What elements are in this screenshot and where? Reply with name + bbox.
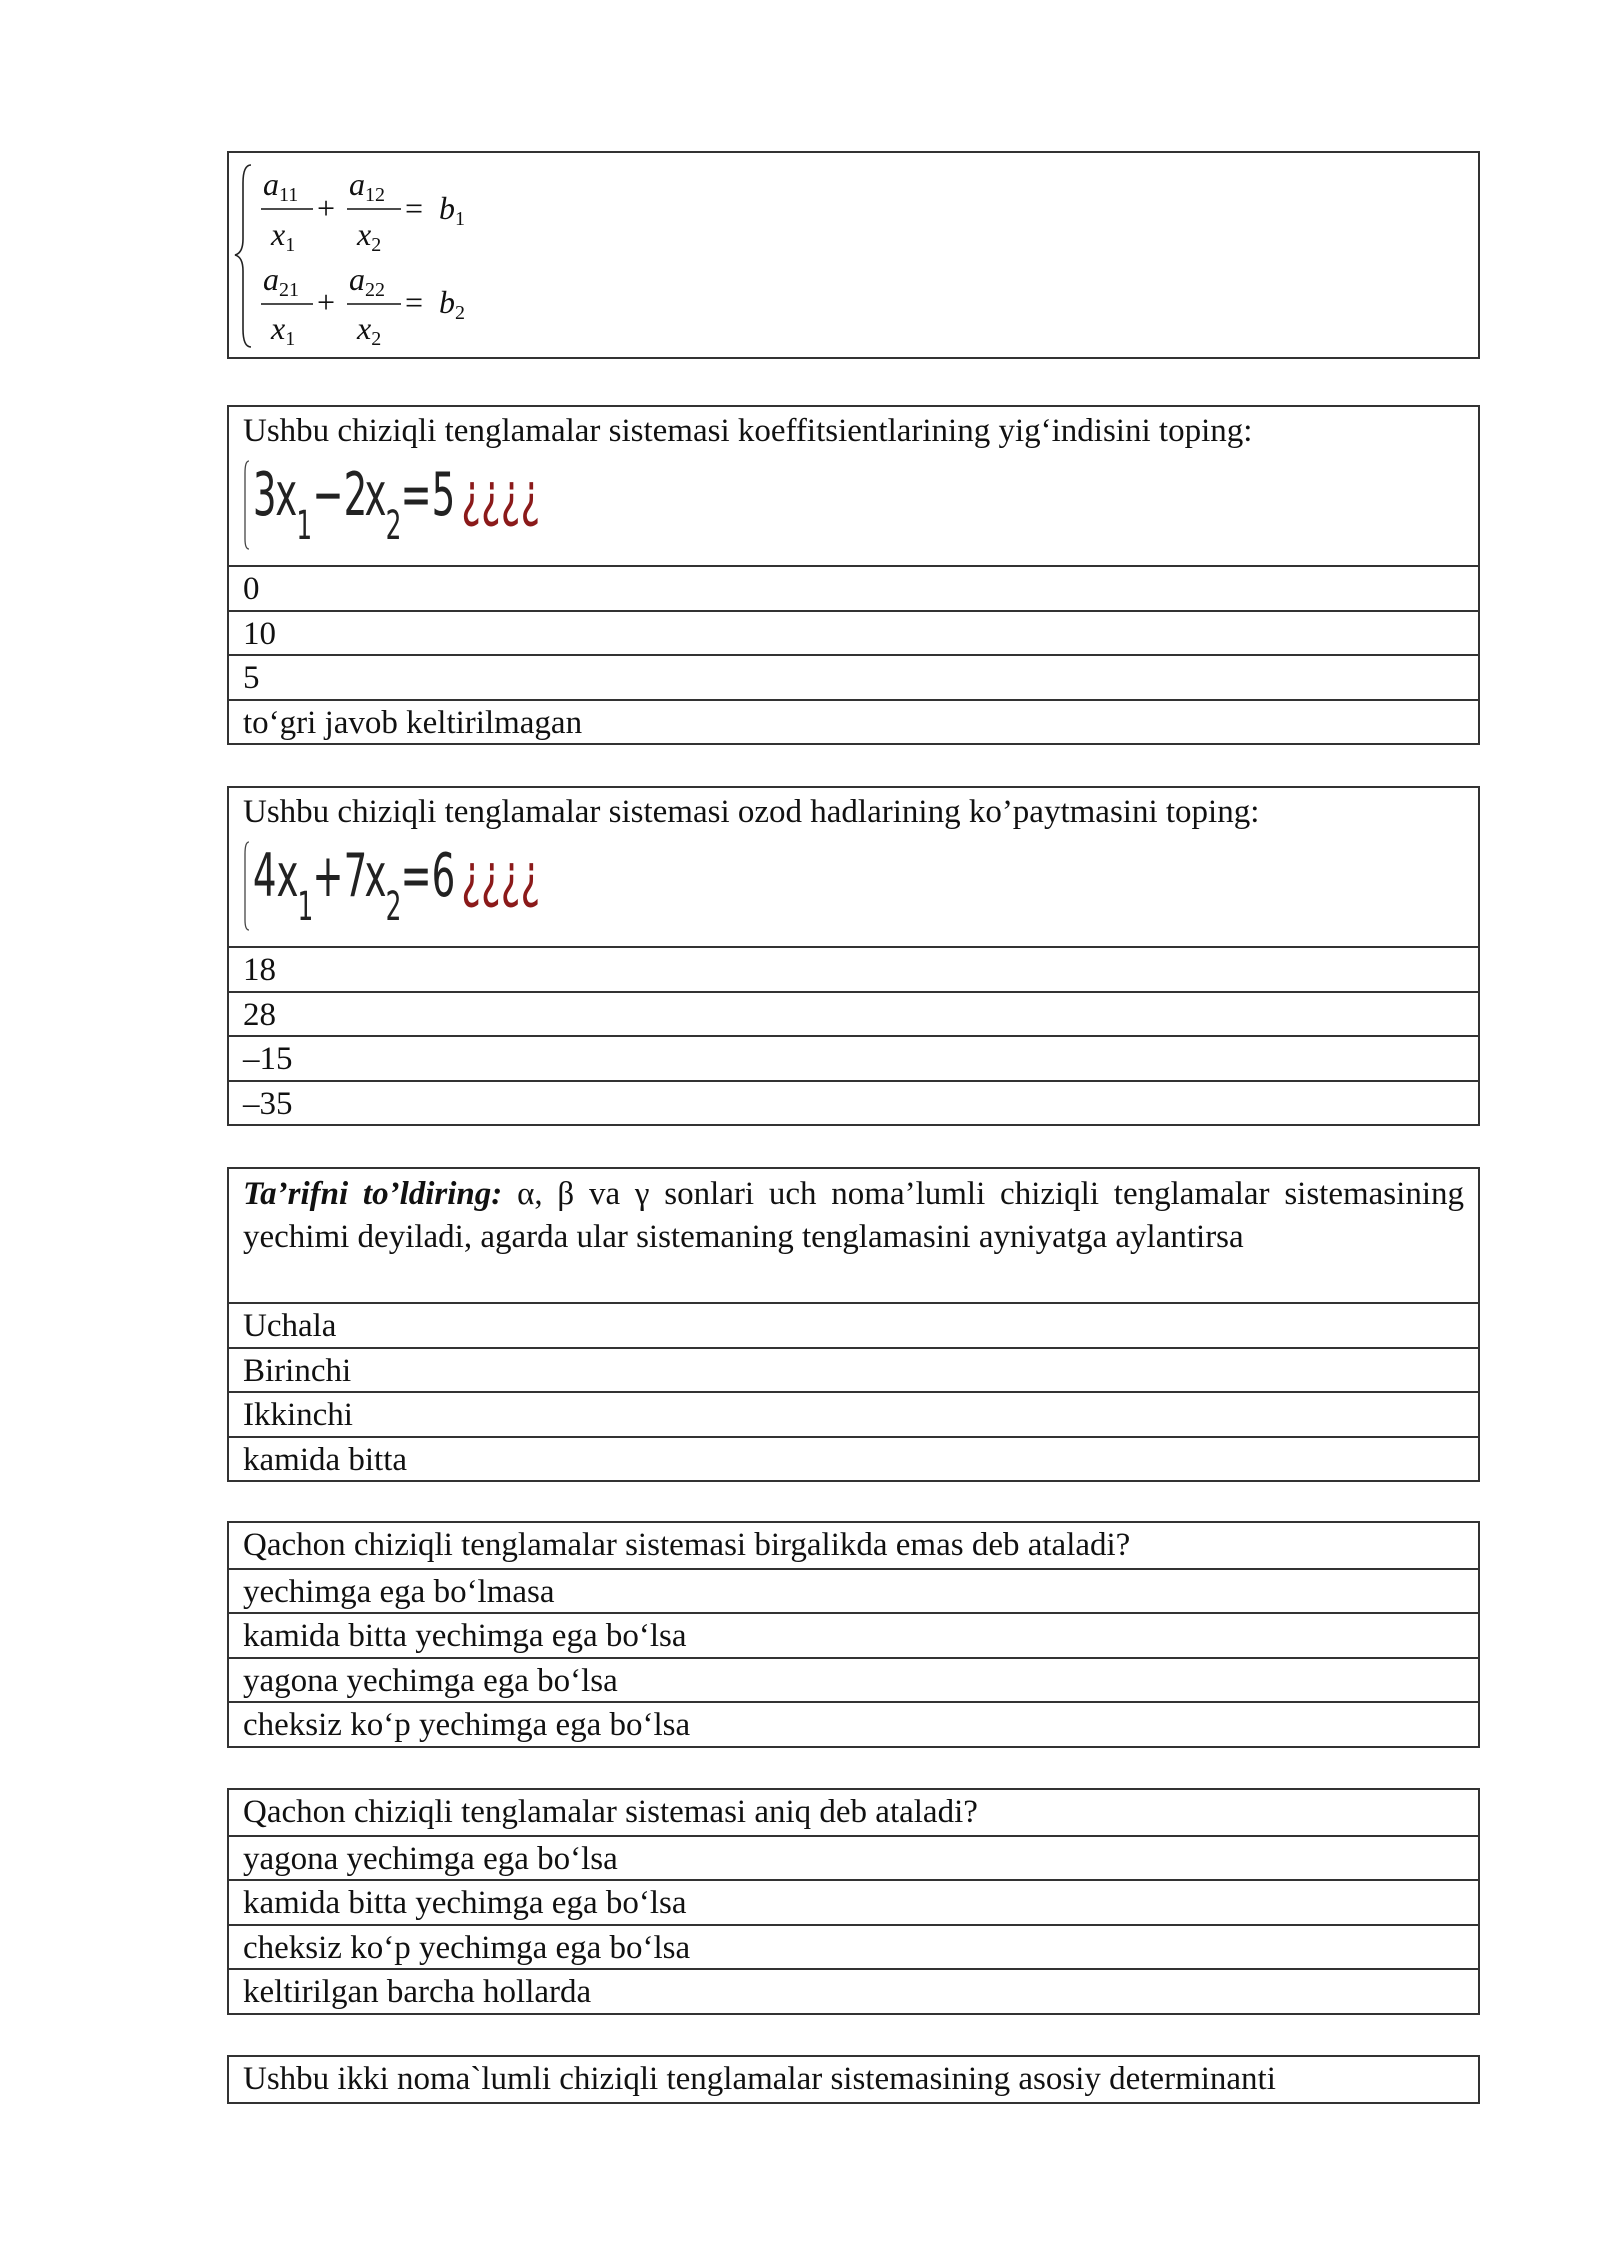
q1-option-3: 5 bbox=[229, 654, 1478, 699]
fraction-system-formula bbox=[229, 153, 1478, 357]
svg-text:2: 2 bbox=[385, 501, 402, 549]
eq2-equals: = bbox=[405, 284, 424, 320]
q4-option-2: kamida bitta yechimga ega bo‘lsa bbox=[229, 1612, 1478, 1657]
svg-text:1: 1 bbox=[296, 501, 313, 549]
q1-option-1: 0 bbox=[229, 565, 1478, 610]
eq2-denominator-2: x2 bbox=[357, 310, 382, 350]
svg-text:1: 1 bbox=[297, 882, 314, 930]
eq2-plus: + bbox=[317, 284, 336, 320]
question-3-table bbox=[227, 1167, 1480, 1482]
eq2-numerator-1: a21 bbox=[263, 261, 299, 301]
system-brace bbox=[235, 165, 251, 347]
svg-text:+7: +7 bbox=[312, 840, 368, 911]
eq2-denominator-1: x1 bbox=[271, 310, 296, 350]
question-1-cell bbox=[229, 407, 1478, 565]
q3-option-4: kamida bitta bbox=[229, 1436, 1478, 1481]
question-2-text: Ushbu chiziqli tenglamalar sistemasi ozod hadlarining ko’paytmasini toping: bbox=[243, 794, 1260, 830]
eq2-rhs: b2 bbox=[439, 284, 465, 324]
svg-text:x: x bbox=[364, 840, 387, 911]
eq1-denominator-2: x2 bbox=[357, 216, 382, 256]
svg-text:−2: −2 bbox=[312, 459, 368, 530]
eq1-numerator-2: a12 bbox=[349, 166, 385, 206]
q1-option-4: to‘gri javob keltirilmagan bbox=[229, 699, 1478, 744]
eq1-plus: + bbox=[317, 190, 336, 226]
eq1-equals: = bbox=[405, 190, 424, 226]
question-4-text: Qachon chiziqli tenglamalar sistemasi birgalikda emas deb ataladi? bbox=[243, 1527, 1131, 1563]
q2-option-2: 28 bbox=[229, 991, 1478, 1036]
q4-option-3: yagona yechimga ega bo‘lsa bbox=[229, 1657, 1478, 1702]
q2-option-3: –15 bbox=[229, 1035, 1478, 1080]
question-6-table bbox=[227, 2055, 1480, 2104]
question-3-text bbox=[229, 1169, 1478, 1302]
question-1-formula bbox=[243, 453, 663, 553]
garbled-glyphs: ¿¿¿¿ bbox=[461, 459, 541, 530]
eq1-numerator-1: a11 bbox=[263, 166, 299, 206]
q4-option-1: yechimga ega bo‘lmasa bbox=[229, 1568, 1478, 1613]
q2-option-1: 18 bbox=[229, 946, 1478, 991]
question-2-formula bbox=[243, 834, 663, 934]
q3-option-2: Birinchi bbox=[229, 1347, 1478, 1392]
q5-option-2: kamida bitta yechimga ega bo‘lsa bbox=[229, 1879, 1478, 1924]
q2-option-4: –35 bbox=[229, 1080, 1478, 1125]
svg-text:x: x bbox=[275, 459, 298, 530]
q3-option-1: Uchala bbox=[229, 1302, 1478, 1347]
svg-text:=6: =6 bbox=[400, 840, 456, 911]
question-2-cell bbox=[229, 788, 1478, 946]
q3-option-3: Ikkinchi bbox=[229, 1391, 1478, 1436]
question-6-text: Ushbu ikki noma`lumli chiziqli tenglamalar sistemasining asosiy determinanti bbox=[243, 2061, 1276, 2097]
q4-option-4: cheksiz ko‘p yechimga ega bo‘lsa bbox=[229, 1701, 1478, 1746]
svg-text:3: 3 bbox=[252, 459, 277, 530]
question-4-table bbox=[227, 1521, 1480, 1748]
question-5-text: Qachon chiziqli tenglamalar sistemasi aniq deb ataladi? bbox=[243, 1794, 978, 1830]
eq2-numerator-2: a22 bbox=[349, 261, 385, 301]
svg-text:x: x bbox=[276, 840, 299, 911]
formula-system-table bbox=[227, 151, 1480, 359]
question-3-body: α, β va γ sonlari uch noma’lumli chiziqli tenglamalar sistemasining yechimi deyiladi, agarda ular sistemaning tenglamasini ayniyatga aylantirsa bbox=[243, 1176, 1464, 1255]
question-3-lead: Ta’rifni to’ldiring: bbox=[243, 1176, 503, 1212]
eq1-rhs: b1 bbox=[439, 190, 465, 230]
svg-text:2: 2 bbox=[385, 882, 402, 930]
question-1-table bbox=[227, 405, 1480, 745]
eq1-denominator-1: x1 bbox=[271, 216, 296, 256]
q5-option-4: keltirilgan barcha hollarda bbox=[229, 1968, 1478, 2013]
garbled-glyphs: ¿¿¿¿ bbox=[461, 840, 541, 911]
svg-text:x: x bbox=[364, 459, 387, 530]
q1-option-2: 10 bbox=[229, 610, 1478, 655]
q5-option-1: yagona yechimga ega bo‘lsa bbox=[229, 1835, 1478, 1880]
question-1-text: Ushbu chiziqli tenglamalar sistemasi koeffitsientlarining yig‘indisini toping: bbox=[243, 413, 1253, 449]
question-2-table bbox=[227, 786, 1480, 1126]
question-5-table bbox=[227, 1788, 1480, 2015]
q5-option-3: cheksiz ko‘p yechimga ega bo‘lsa bbox=[229, 1924, 1478, 1969]
svg-text:4: 4 bbox=[252, 840, 277, 911]
svg-text:=5: =5 bbox=[400, 459, 456, 530]
